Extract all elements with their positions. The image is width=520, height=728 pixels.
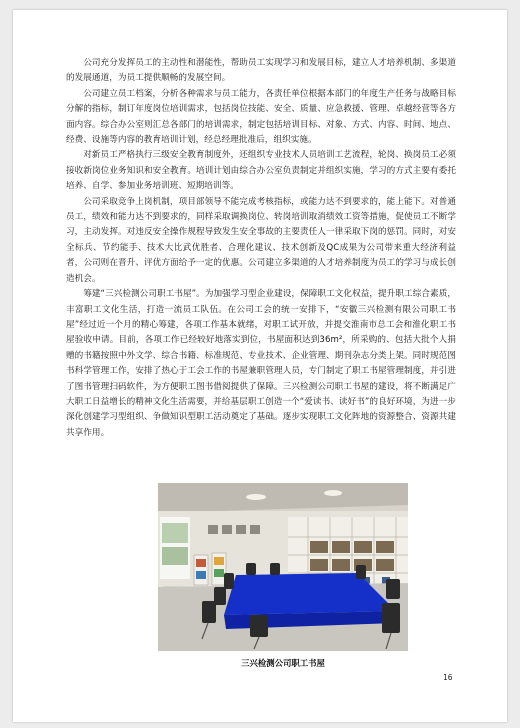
paragraph: 公司采取竞争上岗机制，项目部领导不能完成考核指标，或能力达不到要求的，能上能下。对普通员工，绩效和能力达不到要求的，同样采取调换岗位、转岗培训取消绩效工资等措施，促使员工不断学习，主动发挥。对违反安全操作规程导致发生安全事故的主要责任人一律采取下岗的惩罚。同时，对安全标兵、节约能手、技术大比武优胜者、合理化建议、技术创新及QC成果为公司带来重大经济利益者，公司则在晋升、评优方面给予一定的优惠。公司建立多渠道的人才培养制度为员工的学习与成长创造机会。: [66, 196, 456, 284]
body-text: [66, 56, 456, 441]
paragraph: 公司充分发挥员工的主动性和潜能性，帮助员工实现学习和发展目标，建立人才培养机制、多渠道的发展通道，为员工提供顺畅的发展空间。: [66, 58, 456, 84]
paragraph: 筹建“三兴检测公司职工书屋”。为加强学习型企业建设，保障职工文化权益，提升职工综合素质，丰富职工文化生活，打造一流员工队伍。在公司工会的统一安排下，“安徽三兴检测有限公司职工书屋”经过近一个月的精心筹建，各项工作基本就绪，对职工试开放，并提交淮南市总工会和淮化职工书屋验收申请。目前，各项工作已经较好地落实到位，书屋面积达到36m²，所采购的、包括大批个人捐赠的书籍按照中外文学、综合书籍、标准规范、专业技术、企业管理、期刊杂志分类上架。同时规范图书科学管理工作，安排了热心于工会工作的书屋兼职管理人员，专门制定了职工书屋管理制度，并引进了图书管理扫码软件，为方便职工图书借阅提供了保障。三兴检测公司职工书屋的建设，将不断满足广大职工日益增长的精神文化生活需要，并给基层职工创造一个“爱读书、读好书”的良好环境，为进一步深化创建学习型组织、争做知识型职工活动奠定了基础。逐步实现职工文化阵地的资源整合、资源共建共享作用。: [66, 289, 456, 438]
page-number: 16: [443, 673, 453, 682]
paragraph: 公司建立员工档案，分析各种需求与员工能力，各责任单位根据本部门的年度生产任务与战略目标分解的指标，制订年度岗位培训需求，包括岗位技能、安全、质量、应急救援、管理、卓越经营等各方面内容。综合办公室则汇总各部门的培训需求，制定包括培训目标、对象、方式、内容、时间、地点、经费、设施等内容的教育培训计划，经总经理批准后，组织实施。: [66, 88, 456, 146]
paragraph: 对新员工严格执行三级安全教育制度外，还组织专业技术人员培训工艺流程，轮岗、换岗员工必须接收新岗位业务知识和安全教育。培训计划由综合办公室负责制定并组织实施，学习的方式主要有委托培养、自学、参加业务培训班、短期培训等。: [66, 150, 456, 192]
figure-caption: 三兴检测公司职工书屋: [241, 658, 325, 668]
reading-room-photo: [158, 483, 408, 651]
document-page: [13, 10, 507, 722]
